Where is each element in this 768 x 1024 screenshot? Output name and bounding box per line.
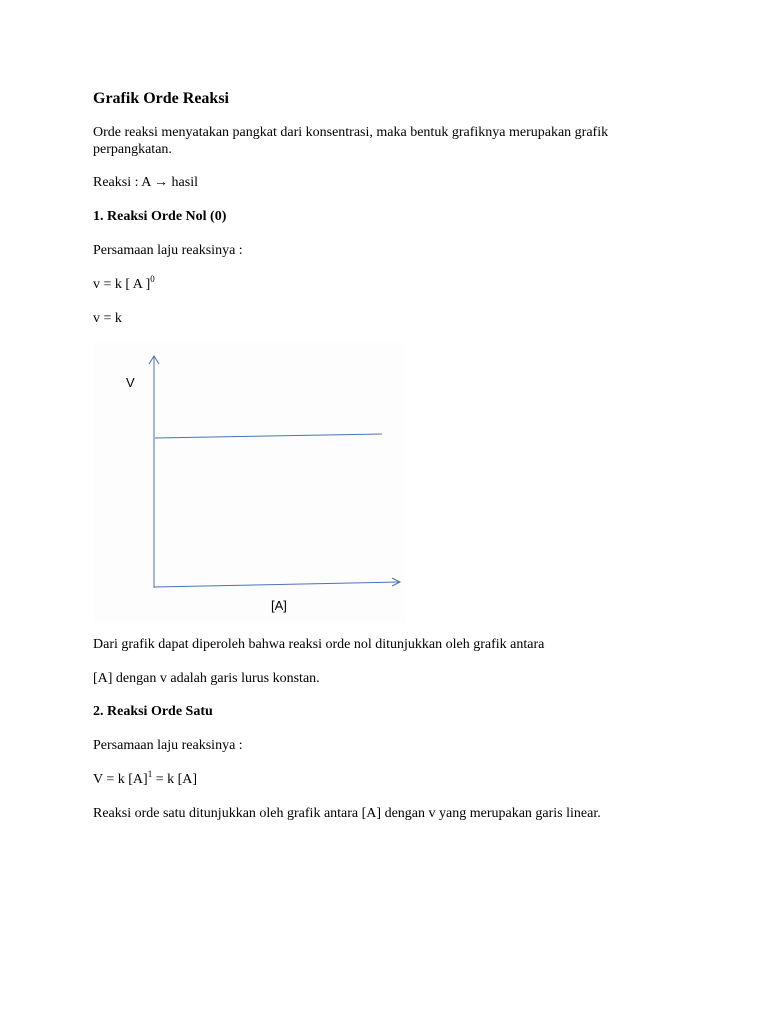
page-title: Grafik Orde Reaksi — [93, 90, 229, 107]
zero-order-graph — [93, 343, 405, 623]
reaction-line: Reaksi : A → hasil — [93, 175, 198, 190]
x-axis-label: [A] — [271, 598, 287, 613]
section2-equation — [93, 771, 197, 788]
section2-rate-intro: Persamaan laju reaksinya : — [93, 738, 243, 753]
intro-paragraph: Orde reaksi menyatakan pangkat dari konsentrasi, maka bentuk grafiknya merupakan grafik perpangkatan. — [93, 125, 609, 157]
section1-equation-2: v = k — [93, 311, 122, 326]
zero-order-graph-svg — [93, 343, 405, 623]
x-axis — [154, 582, 399, 587]
section1-heading: 1. Reaksi Orde Nol (0) — [93, 209, 227, 224]
equation-base: v = k [ A ] — [93, 277, 151, 292]
y-axis-label: V — [126, 375, 135, 390]
equation-part-2: = k [A] — [152, 772, 198, 787]
section1-rate-intro: Persamaan laju reaksinya : — [93, 243, 243, 258]
section1-explanation-line2: [A] dengan v adalah garis lurus konstan. — [93, 671, 320, 686]
section1-explanation-line1: Dari grafik dapat diperoleh bahwa reaksi orde nol ditunjukkan oleh grafik antara — [93, 637, 545, 652]
equation-part-1: V = k [A] — [93, 772, 148, 787]
section1-equation-1 — [93, 276, 155, 293]
equation-exponent: 1 — [147, 769, 153, 779]
constant-rate-line — [155, 434, 382, 438]
equation-exponent: 0 — [150, 274, 155, 284]
section2-explanation: Reaksi orde satu ditunjukkan oleh grafik antara [A] dengan v yang merupakan garis linear. — [93, 806, 601, 821]
section2-heading: 2. Reaksi Orde Satu — [93, 704, 213, 719]
